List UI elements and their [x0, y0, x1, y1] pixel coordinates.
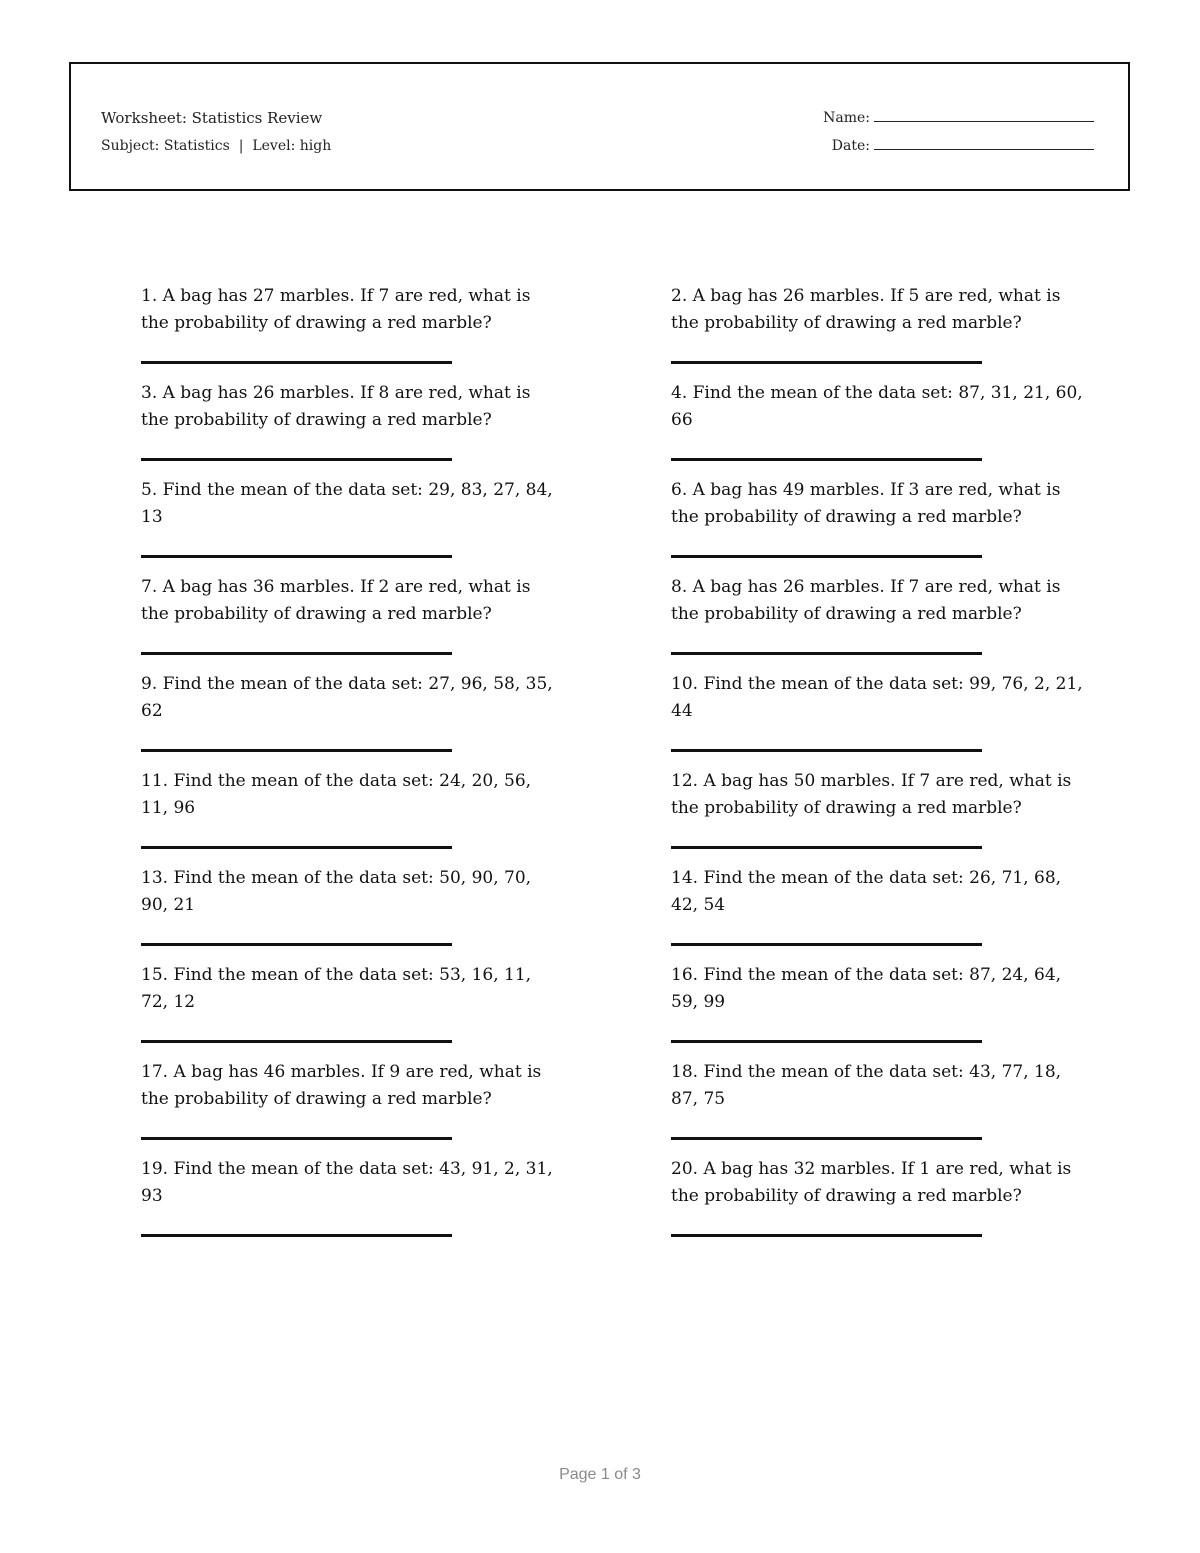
question-text: 12. A bag has 50 marbles. If 7 are red, what is the probability of drawing a red marble?	[671, 771, 1072, 818]
worksheet-title: Worksheet: Statistics Review	[101, 109, 323, 127]
name-label: Name:	[823, 110, 870, 126]
question-item	[671, 283, 1091, 380]
question-item	[141, 671, 561, 768]
answer-line[interactable]	[671, 749, 982, 752]
question-text: 6. A bag has 49 marbles. If 3 are red, what is the probability of drawing a red marble?	[671, 480, 1061, 527]
answer-line[interactable]	[671, 1137, 982, 1140]
question-item	[671, 768, 1091, 865]
answer-line[interactable]	[141, 1137, 452, 1140]
answer-line[interactable]	[671, 1040, 982, 1043]
question-text: 19. Find the mean of the data set: 43, 91, 2, 31, 93	[141, 1159, 553, 1206]
answer-line[interactable]	[141, 555, 452, 558]
name-field	[823, 104, 1094, 132]
header-fields	[823, 104, 1094, 160]
answer-line[interactable]	[671, 652, 982, 655]
answer-line[interactable]	[671, 846, 982, 849]
answer-line[interactable]	[141, 943, 452, 946]
question-item	[671, 1059, 1091, 1156]
date-field	[823, 132, 1094, 160]
answer-line[interactable]	[671, 943, 982, 946]
question-item	[141, 283, 561, 380]
question-item	[141, 768, 561, 865]
question-item	[671, 962, 1091, 1059]
question-text: 4. Find the mean of the data set: 87, 31, 21, 60, 66	[671, 383, 1083, 430]
question-text: 11. Find the mean of the data set: 24, 20, 56, 11, 96	[141, 771, 532, 818]
question-item	[671, 671, 1091, 768]
answer-line[interactable]	[671, 555, 982, 558]
page-number: Page 1 of 3	[559, 1466, 641, 1483]
answer-line[interactable]	[671, 458, 982, 461]
question-item	[671, 1156, 1091, 1253]
question-text: 8. A bag has 26 marbles. If 7 are red, what is the probability of drawing a red marble?	[671, 577, 1061, 624]
answer-line[interactable]	[141, 652, 452, 655]
question-item	[141, 962, 561, 1059]
question-item	[141, 865, 561, 962]
question-item	[141, 380, 561, 477]
answer-line[interactable]	[671, 361, 982, 364]
name-blank[interactable]	[874, 107, 1094, 122]
header-info	[101, 104, 331, 160]
answer-line[interactable]	[141, 846, 452, 849]
worksheet-header	[69, 62, 1130, 191]
question-text: 7. A bag has 36 marbles. If 2 are red, what is the probability of drawing a red marble?	[141, 577, 531, 624]
subject-level-line: Subject: Statistics | Level: high	[101, 138, 332, 154]
answer-line[interactable]	[141, 361, 452, 364]
question-text: 14. Find the mean of the data set: 26, 71, 68, 42, 54	[671, 868, 1062, 915]
question-text: 20. A bag has 32 marbles. If 1 are red, what is the probability of drawing a red marble?	[671, 1159, 1072, 1206]
question-text: 13. Find the mean of the data set: 50, 90, 70, 90, 21	[141, 868, 532, 915]
question-text: 15. Find the mean of the data set: 53, 16, 11, 72, 12	[141, 965, 532, 1012]
answer-line[interactable]	[141, 1040, 452, 1043]
date-label: Date:	[831, 138, 870, 154]
question-text: 18. Find the mean of the data set: 43, 77, 18, 87, 75	[671, 1062, 1062, 1109]
question-item	[671, 477, 1091, 574]
question-text: 5. Find the mean of the data set: 29, 83, 27, 84, 13	[141, 480, 553, 527]
question-text: 10. Find the mean of the data set: 99, 76, 2, 21, 44	[671, 674, 1083, 721]
question-text: 17. A bag has 46 marbles. If 9 are red, what is the probability of drawing a red marble?	[141, 1062, 542, 1109]
question-item	[671, 865, 1091, 962]
answer-line[interactable]	[141, 749, 452, 752]
answer-line[interactable]	[671, 1234, 982, 1237]
question-item	[141, 1156, 561, 1253]
question-item	[141, 477, 561, 574]
answer-line[interactable]	[141, 1234, 452, 1237]
question-text: 1. A bag has 27 marbles. If 7 are red, what is the probability of drawing a red marble?	[141, 286, 531, 333]
question-item	[141, 1059, 561, 1156]
question-text: 16. Find the mean of the data set: 87, 24, 64, 59, 99	[671, 965, 1062, 1012]
date-blank[interactable]	[874, 135, 1094, 150]
question-text: 3. A bag has 26 marbles. If 8 are red, what is the probability of drawing a red marble?	[141, 383, 531, 430]
question-text: 9. Find the mean of the data set: 27, 96, 58, 35, 62	[141, 674, 553, 721]
question-item	[671, 380, 1091, 477]
questions-grid	[141, 283, 1091, 1253]
question-text: 2. A bag has 26 marbles. If 5 are red, what is the probability of drawing a red marble?	[671, 286, 1061, 333]
question-item	[671, 574, 1091, 671]
answer-line[interactable]	[141, 458, 452, 461]
question-item	[141, 574, 561, 671]
